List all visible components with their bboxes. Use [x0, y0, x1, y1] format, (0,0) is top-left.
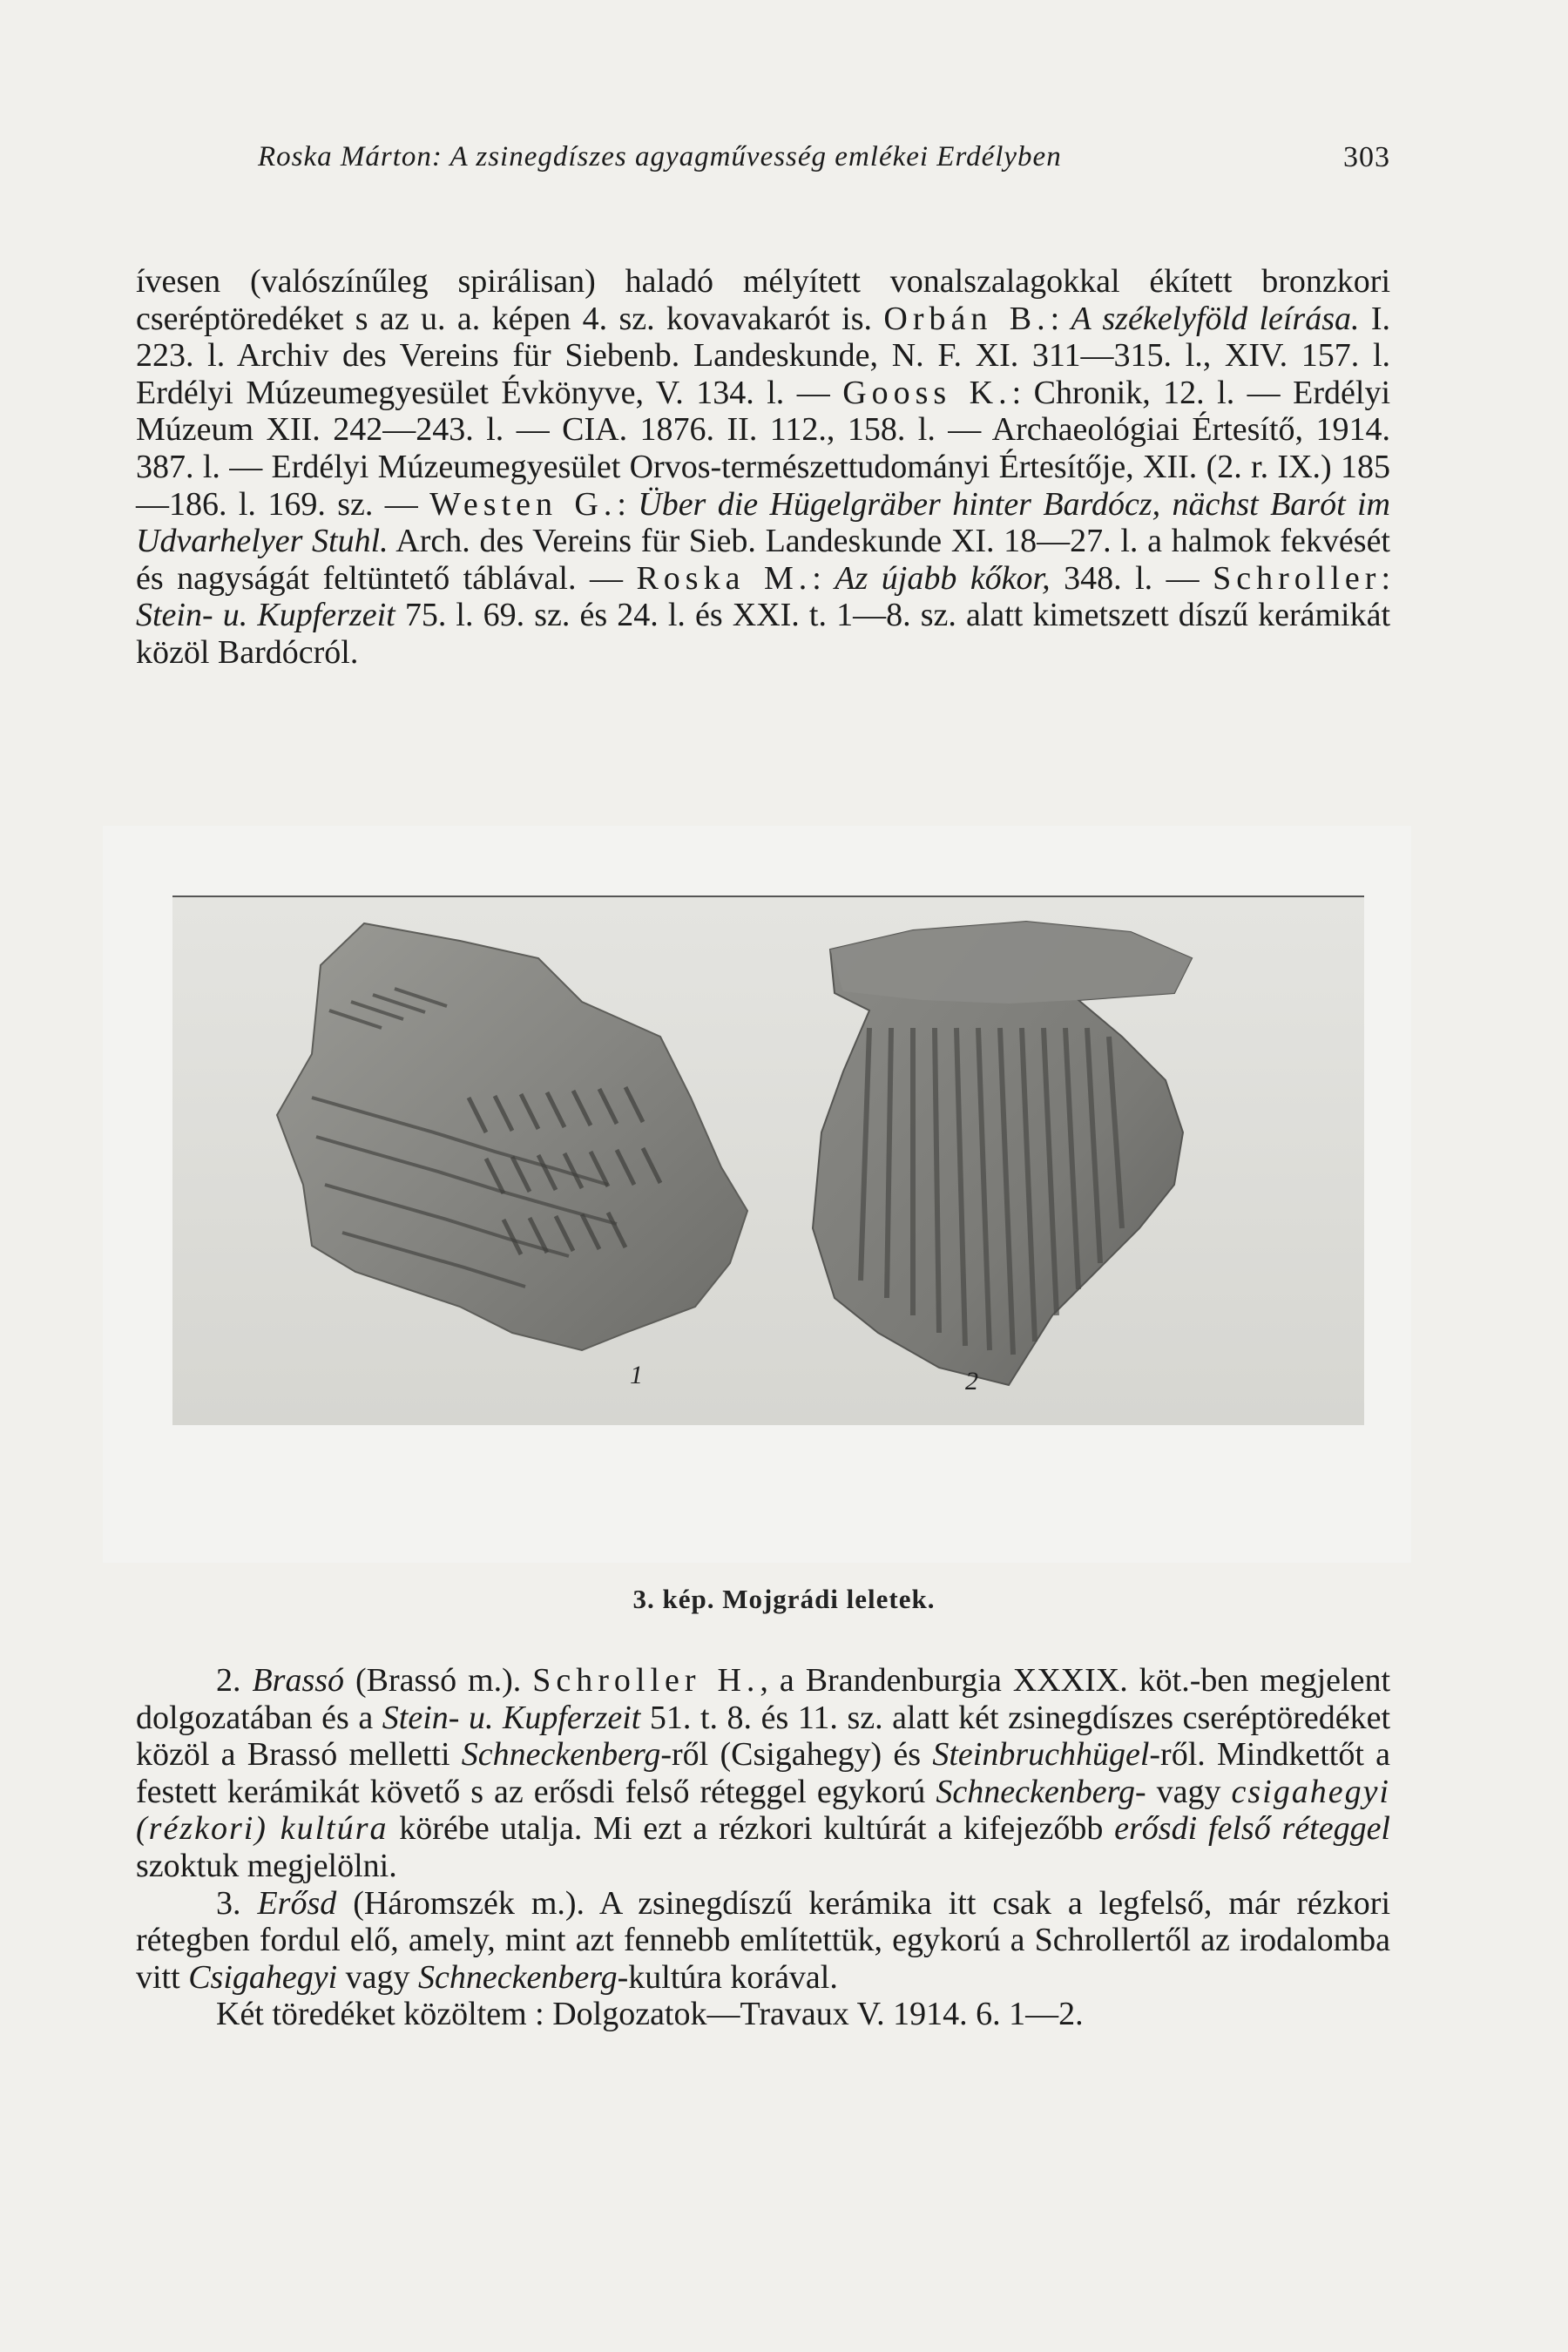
- text-line: bronzkori cseréptöredéket s az u. a. képen 4. sz. kovavakarót is.: [136, 263, 1390, 337]
- author-name: Schroller: [1213, 559, 1382, 597]
- figure-photo: [172, 896, 1364, 1425]
- running-title: Roska Márton: A zsinegdíszes agyagművesség emlékei Erdélyben: [258, 141, 1062, 172]
- punctuation: :: [1381, 559, 1390, 597]
- text-line: XI. 18—27. l. a halmok fekvését és nagyságát feltüntető táblával. —: [136, 523, 1390, 597]
- place-name: Erősd: [257, 1884, 337, 1922]
- text-line: Archaeológiai Értesítő, 1914. 387. l. — Erdélyi Múzeumegyesület: [136, 411, 1390, 485]
- paragraph-closing: Két töredéket közöltem : Dolgozatok—Travaux V. 1914. 6. 1—2.: [216, 1996, 1084, 2033]
- text-line: 348. l. —: [1050, 559, 1213, 597]
- book-title: Stein- u. Kupferzeit: [136, 597, 395, 634]
- text-line: ívesen (valószínűleg spirálisan) haladó mélyített vonalszalagokkal ékített: [136, 263, 1233, 300]
- author-name: Orbán B.: [883, 300, 1051, 337]
- book-title: Stein- u. Kupferzeit: [382, 1699, 641, 1736]
- running-head: [258, 141, 1390, 185]
- site-name: Steinbruchhügel: [932, 1736, 1150, 1774]
- culture-name: Schneckenberg: [418, 1958, 618, 1996]
- text-line: Orvos-természettudományi Értesítője, XII. (2. r. IX.) 185—186. l.: [136, 448, 1390, 523]
- text-line: Múzeumegyesület Évkönyve, V. 134. l. —: [246, 374, 843, 411]
- book-title: Barót im Udvarhelyer Stuhl.: [136, 485, 1390, 560]
- punctuation: :: [617, 485, 639, 523]
- page-number: 303: [1343, 141, 1390, 173]
- text-line: I. 223. l. Archiv des Vereins für: [136, 300, 1391, 375]
- book-title: Über die Hügelgräber hinter Bardócz, nächst: [638, 485, 1259, 523]
- culture-name: Csigahegyi: [188, 1958, 338, 1996]
- text-line: Erdélyi Múzeum XII. 242—243. l. — CIA. 1876. II. 112., 158. l. —: [136, 374, 1391, 449]
- text-line: Arch. des Vereins für Sieb. Landeskunde: [388, 523, 943, 560]
- figure-label-2: 2: [965, 1367, 978, 1396]
- top-paragraph: [136, 263, 1390, 672]
- author-name: Westen G.: [429, 485, 618, 523]
- figure-label-1: 1: [630, 1361, 643, 1389]
- author-name: Roska M.: [636, 559, 813, 597]
- culture-name: Schneckenberg-: [936, 1773, 1146, 1810]
- paragraph-erosd: 3. Erősd (Háromszék m.). A zsinegdíszű kerámika itt csak a legfelső, már rézkori rétegben fordul elő, amely, mint azt fennebb említettük, egykorú a Schrollertől az irodalomba vitt Csigahegyi vagy Schneckenberg-kultúra korával.: [136, 1884, 1391, 1996]
- paragraph-brasso: 2. Brassó (Brassó m.). Schroller H., a Brandenburgia XXXIX. köt.-ben megjelent dolgozatában és a Stein- u. Kupferzeit 51. t. 8. és 11. sz. alatt két zsinegdíszes cseréptöredéket közöl a Brassó melletti Schneckenberg-ről (Csigahegy) és Steinbruchhügel-ről. Mindkettőt a festett kerámikát követő s az erősdi felső réteggel egykorú Schneckenberg- vagy csigahegyi (rézkori) kultúra körébe utalja. Mi ezt a rézkori kultúrát a kifejezőbb erősdi felső réteggel szoktuk megjelölni.: [136, 1662, 1391, 1884]
- site-name: Schneckenberg: [461, 1736, 661, 1774]
- bottom-section: [136, 1662, 1390, 2033]
- text-line: 169. sz. —: [267, 485, 430, 523]
- text-line: Siebenb. Landeskunde, N. F. XI. 311—315. l., XIV. 157. l. Erdélyi: [136, 337, 1391, 411]
- place-name: Brassó: [252, 1662, 345, 1699]
- book-title: Az újabb kőkor,: [835, 559, 1051, 597]
- book-title: A székelyföld leírása.: [1071, 300, 1360, 337]
- punctuation: :: [812, 559, 835, 597]
- culture-name: csigahegyi (rézkori) kultúra: [136, 1773, 1390, 1848]
- culture-name: erősdi felső réteggel: [1114, 1810, 1390, 1848]
- author-name: Schroller H.: [532, 1662, 760, 1699]
- text-line: : Chronik, 12. l. —: [1011, 374, 1281, 411]
- text-line: 75. l. 69. sz. és 24. l. és XXI. t. 1—8. sz. alatt kimetszett díszű kerámikát: [404, 597, 1391, 634]
- figure-caption: 3. kép. Mojgrádi leletek.: [632, 1584, 936, 1614]
- text-line: közöl Bardócról.: [136, 633, 359, 671]
- punctuation: :: [1050, 300, 1071, 337]
- author-name: Gooss K.: [842, 374, 1012, 411]
